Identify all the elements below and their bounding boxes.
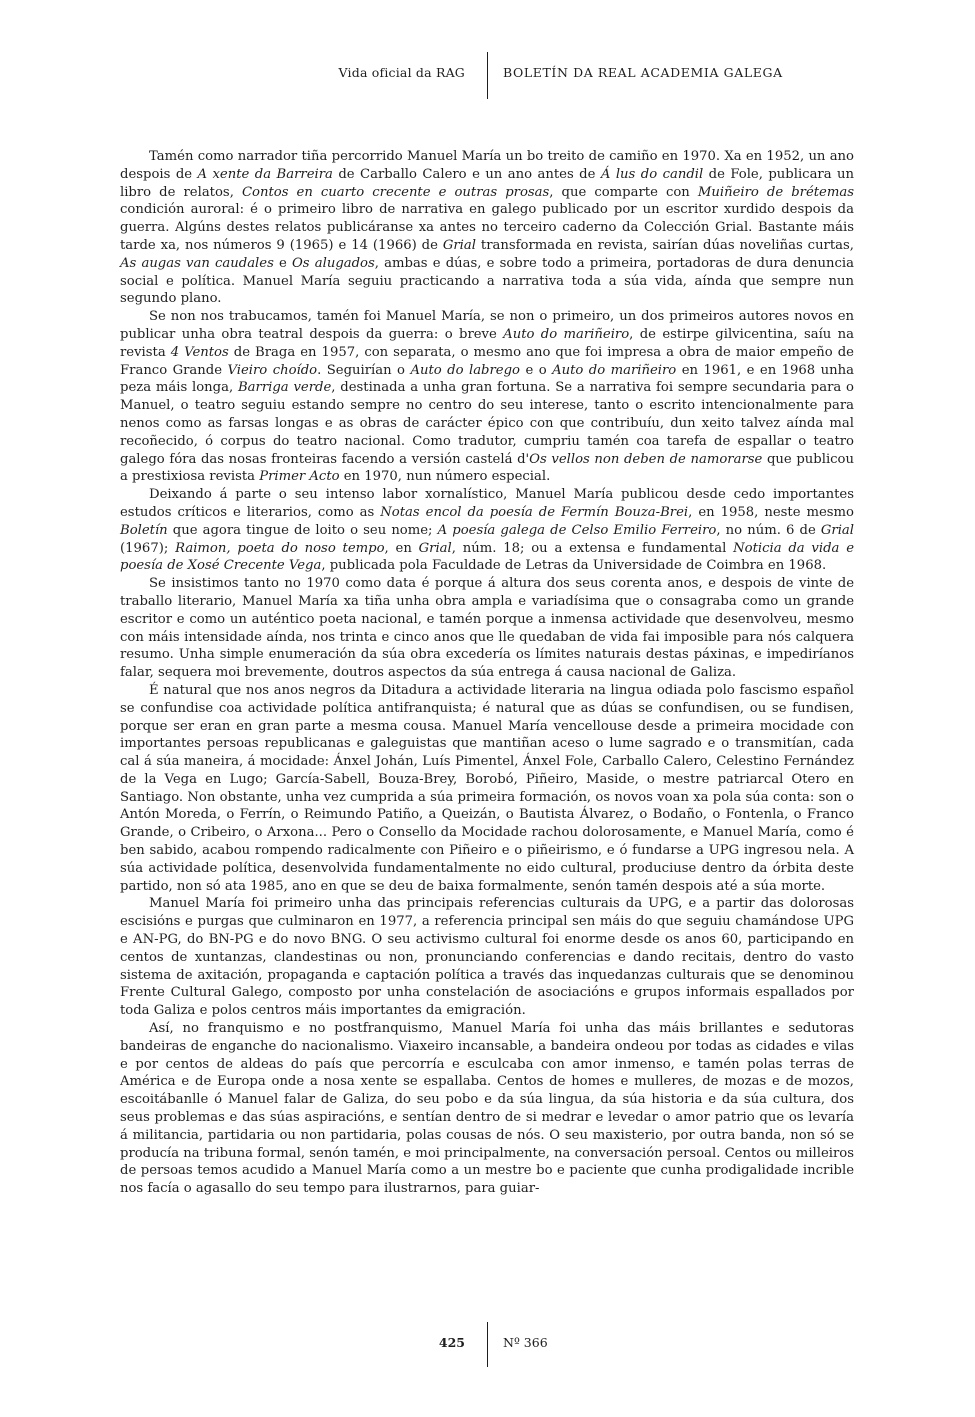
italic-title: Auto do labrego [410, 362, 520, 378]
text-run: e o [520, 362, 553, 378]
text-run: (1967); [120, 540, 176, 556]
text-run: , ambas e dúas, e sobre todo a primeira, portadoras de dura denuncia social e política. Manuel María seguiu practicando a narrativa toda a súa vida, aínda que sempre nun segundo plano. [120, 255, 855, 307]
text-run: en 1970, nun número especial. [339, 469, 551, 485]
text-run: de Fole, publicara un libro de relatos, [120, 166, 855, 200]
text-run: , en 1958, neste mesmo [688, 504, 854, 520]
italic-title: Primer Acto [259, 469, 340, 485]
paragraph [120, 1020, 854, 1198]
italic-title: Auto do mariñeiro [503, 326, 630, 342]
paragraph [120, 895, 854, 1020]
italic-title: Notas encol da poesía de Fermín Bouza-Brei [380, 504, 689, 520]
text-run: que publicou a prestixiosa revista [120, 451, 854, 485]
paragraph [120, 575, 854, 682]
italic-title: Auto do mariñeiro [552, 362, 677, 378]
italic-title: Muiñeiro de brétemas [697, 184, 854, 200]
italic-title: Á lus do candil [600, 166, 704, 182]
italic-title: A poesía galega de Celso Emilio Ferreiro [437, 522, 717, 538]
text-run: , núm. 18; ou a extensa e fundamental [451, 540, 734, 556]
text-run: Se insistimos tanto no 1970 como data é porque á altura dos seus corenta anos, e despois de vinte de traballo literario, Manuel María xa tiña unha obra ampla e variadísima que o consagraba como un grande escritor e como un auténtico poeta nacional, e tamén porque a inmensa actividade que desenvolveu, mesmo con máis intensidade aínda, nos trinta e cinco anos que lle quedaban de vida fai imposible para nós calquera resumo. Unha simple enumeración da súa obra excedería os límites naturais destas páxinas, e impediríanos falar, sequera moi brevemente, doutros aspectos da súa entrega á causa nacional de Galiza. [120, 576, 854, 681]
text-run: en 1961, e en 1968 unha peza máis longa, [120, 362, 854, 396]
italic-title: Contos en cuarto crecente e outras prosas [241, 184, 550, 200]
paragraph [120, 148, 854, 308]
text-run: . Seguirían o [317, 362, 411, 378]
issue-number: Nº 366 [503, 1335, 548, 1350]
text-run: Así, no franquismo e no postfranquismo, Manuel María foi unha das máis brillantes e sedutoras bandeiras de enganche do nacionalismo. Viaxeiro incansable, a bandeira ondeou por todas as cidades e vilas e por centos de aldeas do país que percorría e esculcaba con amor inmenso, e tamén polas terras de América e de Europa onde a nosa xente se espallaba. Centos de homes e mulleres, de mozas e de mozos, escoitábanlle ó Manuel falar de Galiza, do seu pobo e da súa lingua, da súa historia e da súa cultura, dos seus problemas e das súas aspiracións, e sentían dentro de si medrar e levedar o amor patrio que os levaría á militancia, partidaria ou non partidaria, polas cousas de nós. O seu maxisterio, por outra banda, non só se producía na tribuna formal, senón tamén, e moi principalmente, na conversación persoal. Centos ou milleiros de persoas temos acudido a Manuel María como a un mestre bo e paciente que cunha prodigalidade incrible nos facía o agasallo do seu tempo para ilustrarnos, para guiar- [120, 1021, 854, 1197]
italic-title: Noticia da vida e poesía de Xosé Crecente Vega [120, 540, 854, 574]
text-run: , destinada a unha gran fortuna. Se a narrativa foi sempre secundaria para o Manuel, o teatro seguiu estando sempre no centro do seu interese, tanto o escrito intencionalmente para nenos como as farsas longas e as obras de carácter épico con que contribuíu, dun xeito talvez aínda mal recoñecido, ó corpus do teatro nacional. Como tradutor, cumpriu tamén coa tarefa de espallar o teatro galego fóra das nosas fronteiras facendo a versión castelá d' [120, 380, 854, 467]
paragraph [120, 682, 854, 896]
text-run: Tamén como narrador tiña percorrido Manuel María un bo treito de camiño en 1970. Xa en 1952, un ano despois de [120, 149, 854, 182]
page-number: 425 [438, 1335, 465, 1350]
text-run: que agora tingue de loito o seu nome; [167, 522, 438, 538]
italic-title: A xente da Barreira [197, 166, 333, 182]
italic-title: 4 Ventos [170, 344, 229, 360]
italic-title: Barriga verde [237, 380, 332, 396]
text-run: de Braga en 1957, con separata, o mesmo ano que foi impresa a obra de maior empeño de Franco Grande [120, 344, 854, 378]
italic-title: Grial [442, 237, 476, 253]
paragraph [120, 486, 854, 575]
header-divider [487, 52, 488, 99]
text-run: É natural que nos anos negros da Ditadura a actividade literaria na lingua odiada polo fascismo español se confundise coa actividade política antifranquista; é natural que as dúas se confundisen, ou se fundisen, porque ser eran en gran parte a mesma cousa. Manuel María vencellouse desde a primeira mocidade con importantes persoas republicanas e galeguistas que mantiñan aceso o lume sagrado e o transmitían, cada cal á súa maneira, á mocidade: Ánxel Johán, Luís Pimentel, Ánxel Fole, Carballo Calero, Celestino Fernández de la Vega en Lugo; García-Sabell, Bouza-Brey, Borobó, Piñeiro, Maside, o mestre patriarcal Otero en Santiago. Non obstante, unha vez cumprida a súa primeira formación, os novos voan xa pola súa conta: son o Antón Moreda, o Ferrín, o Reimundo Patiño, a Queizán, o Bautista Álvarez, o Bodaño, o Fontenla, o Franco Grande, o Cribeiro, o Arxona... Pero o Consello da Mocidade rachou dolorosamente, e Manuel María, como é ben sabido, acabou rompendo radicalmente con Piñeiro e o piñeirismo, e ó fundarse a UPG ingresou nela. A súa actividade política, desenvolvida fundamentalmente no eido cultural, produciuse dentro da órbita deste partido, non só ata 1985, ano en que se deu de baixa formalmente, senón tamén despois até a súa morte. [120, 682, 854, 894]
text-run: Deixando á parte o seu intenso labor xornalístico, Manuel María publicou desde cedo importantes estudos críticos e literarios, como as [120, 487, 854, 520]
italic-title: Vieiro choído [227, 362, 318, 378]
text-run: de Carballo Calero e un ano antes de [332, 166, 601, 182]
header-section-title: Vida oficial da RAG [338, 65, 465, 80]
text-run: , no núm. 6 de [716, 522, 821, 538]
text-run: Se non nos trabucamos, tamén foi Manuel María, se non o primeiro, un dos primeiros autores novos en publicar unha obra teatral despois da guerra: o breve [120, 309, 854, 342]
text-run: , publicada pola Faculdade de Letras da Universidade de Coimbra en 1968. [321, 558, 827, 574]
italic-title: Boletín [120, 522, 168, 538]
text-run: , que comparte con [549, 184, 698, 200]
italic-title: Raimon, poeta do noso tempo [175, 540, 385, 556]
italic-title: Os vellos non deben de namorarse [529, 451, 763, 467]
italic-title: Os alugados [292, 255, 375, 271]
text-run: condición auroral: é o primeiro libro de narrativa en galego publicado por un escritor xurdido despois da guerra. Algúns destes relatos publicáranse xa antes no terceiro caderno da Colección Grial. Bastante máis tarde xa, nos números 9 (1965) e 14 (1966) de [120, 202, 854, 253]
paragraph [120, 308, 854, 486]
article-body [120, 148, 854, 1198]
text-run: e [273, 255, 292, 271]
text-run: , en [384, 540, 419, 556]
text-run: , de estirpe gilvicentina, saíu na revista [120, 326, 855, 360]
header-journal-title: BOLETÍN DA REAL ACADEMIA GALEGA [503, 65, 783, 80]
italic-title: As augas van caudales [120, 255, 274, 271]
text-run: transformada en revista, sairían dúas noveliñas curtas, [475, 237, 854, 253]
text-run: Manuel María foi primeiro unha das principais referencias culturais da UPG, e a partir das dolorosas escisións e purgas que culminaron en 1977, a referencia principal sen máis do que seguiu chamándose UPG e AN-PG, do BN-PG e do novo BNG. O seu activismo cultural foi enorme desde os anos 60, participando en centos de xuntanzas, clandestinas ou non, pronunciando conferencias e dando recitais, dentro do vasto sistema de axitación, propaganda e captación política a través das inquedanzas culturais que se denominou Frente Cultural Galego, composto por unha constelación de asociacións e grupos informais espallados por toda Galiza e polos centros máis importantes da emigración. [120, 896, 854, 1019]
footer-divider [487, 1322, 488, 1367]
italic-title: Grial [820, 522, 855, 538]
italic-title: Grial [418, 540, 452, 556]
